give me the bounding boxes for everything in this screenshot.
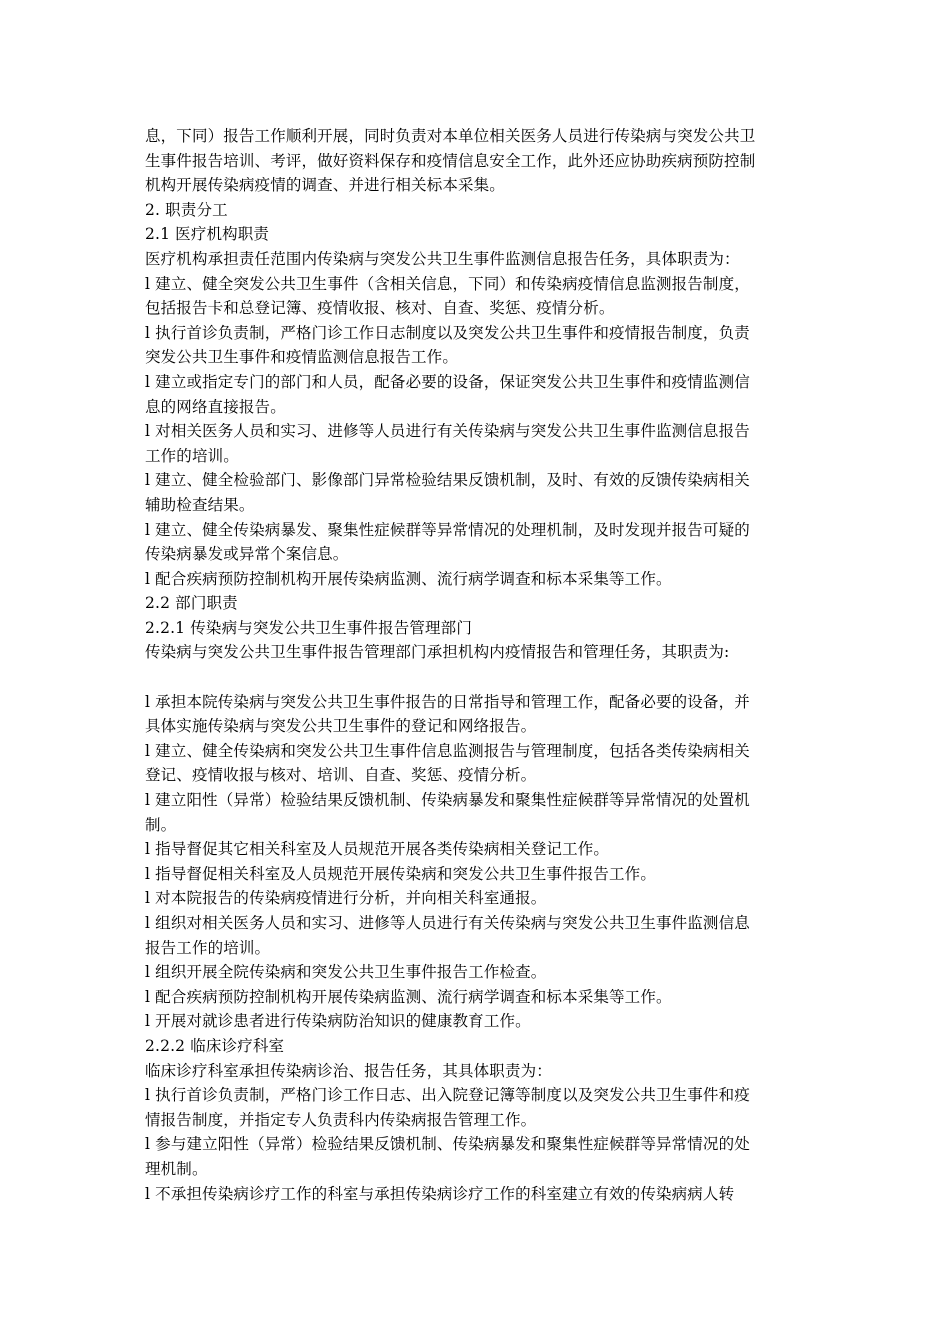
list-item-line: 情报告制度，并指定专人负责科内传染病报告管理工作。 [145,1110,537,1129]
paragraph-line: 息，下同）报告工作顺利开展，同时负责对本单位相关医务人员进行传染病与突发公共卫 [145,127,756,145]
list-item-line: 制。 [145,815,177,834]
subsection-heading: 2.1 医疗机构职责 [145,225,270,244]
list-item-line: 工作的培训。 [145,446,239,465]
section-heading: 2. 职责分工 [145,200,228,219]
list-item-line: l 组织开展全院传染病和突发公共卫生事件报告工作检查。 [145,963,547,982]
list-item-line: l 配合疾病预防控制机构开展传染病监测、流行病学调查和标本采集等工作。 [145,987,672,1006]
list-item-line: l 组织对相关医务人员和实习、进修等人员进行有关传染病与突发公共卫生事件监测信息 [145,914,750,932]
list-item-line: l 配合疾病预防控制机构开展传染病监测、流行病学调查和标本采集等工作。 [145,569,672,588]
list-item-line: 传染病暴发或异常个案信息。 [145,545,349,564]
list-item-line: l 对相关医务人员和实习、进修等人员进行有关传染病与突发公共卫生事件监测信息报告 [145,422,750,441]
list-item-line: l 执行首诊负责制，严格门诊工作日志、出入院登记簿等制度以及突发公共卫生事件和疫 [145,1086,750,1105]
paragraph-line: 传染病与突发公共卫生事件报告管理部门承担机构内疫情报告和管理任务，其职责为: [145,643,730,662]
list-item-line: l 建立、健全检验部门、影像部门异常检验结果反馈机制，及时、有效的反馈传染病相关 [145,471,750,490]
list-item-line: 息的网络直接报告。 [145,397,286,416]
list-item-line: 包括报告卡和总登记簿、疫情收报、核对、自查、奖惩、疫情分析。 [145,299,615,318]
list-item-line: l 指导督促其它相关科室及人员规范开展各类传染病相关登记工作。 [145,840,610,859]
subsection-heading: 2.2.2 临床诊疗科室 [145,1036,285,1055]
list-item-line: l 执行首诊负责制，严格门诊工作日志制度以及突发公共卫生事件和疫情报告制度，负责 [145,323,750,342]
paragraph-line: 临床诊疗科室承担传染病诊治、报告任务，其具体职责为： [145,1061,552,1080]
list-item-line: 理机制。 [145,1159,208,1178]
list-item-line: l 开展对就诊患者进行传染病防治知识的健康教育工作。 [145,1012,531,1031]
subsection-heading: 2.2 部门职责 [145,594,238,613]
list-item-line: 报告工作的培训。 [145,938,271,957]
list-item-line: l 参与建立阳性（异常）检验结果反馈机制、传染病暴发和聚集性症候群等异常情况的处 [145,1135,750,1154]
list-item-line: l 建立、健全传染病暴发、聚集性症候群等异常情况的处理机制，及时发现并报告可疑的 [145,520,750,539]
list-item-line: 登记、疫情收报与核对、培训、自查、奖惩、疫情分析。 [145,766,537,785]
list-item-line: l 不承担传染病诊疗工作的科室与承担传染病诊疗工作的科室建立有效的传染病病人转 [145,1184,735,1203]
subsection-heading: 2.2.1 传染病与突发公共卫生事件报告管理部门 [145,618,472,637]
paragraph-line: 生事件报告培训、考评，做好资料保存和疫情信息安全工作，此外还应协助疾病预防控制 [145,151,756,170]
paragraph-line: 机构开展传染病疫情的调查、并进行相关标本采集。 [145,176,505,195]
list-item-line: l 指导督促相关科室及人员规范开展传染病和突发公共卫生事件报告工作。 [145,864,656,883]
list-item-line: l 承担本院传染病与突发公共卫生事件报告的日常指导和管理工作，配备必要的设备，并 [145,692,750,711]
blank-line [145,665,810,690]
list-item-line: l 建立阳性（异常）检验结果反馈机制、传染病暴发和聚集性症候群等异常情况的处置机 [145,791,750,810]
paragraph-line: 医疗机构承担责任范围内传染病与突发公共卫生事件监测信息报告任务，具体职责为： [145,249,740,268]
list-item-line: 突发公共卫生事件和疫情监测信息报告工作。 [145,348,459,367]
list-item-line: l 建立、健全传染病和突发公共卫生事件信息监测报告与管理制度，包括各类传染病相关 [145,741,750,760]
list-item-line: l 建立、健全突发公共卫生事件（含相关信息，下同）和传染病疫情信息监测报告制度， [145,274,750,293]
list-item-line: l 建立或指定专门的部门和人员，配备必要的设备，保证突发公共卫生事件和疫情监测信 [145,372,750,391]
list-item-line: 辅助检查结果。 [145,495,255,514]
document-body [145,124,810,1206]
list-item-line: l 对本院报告的传染病疫情进行分析，并向相关科室通报。 [145,889,547,908]
list-item-line: 具体实施传染病与突发公共卫生事件的登记和网络报告。 [145,717,537,736]
